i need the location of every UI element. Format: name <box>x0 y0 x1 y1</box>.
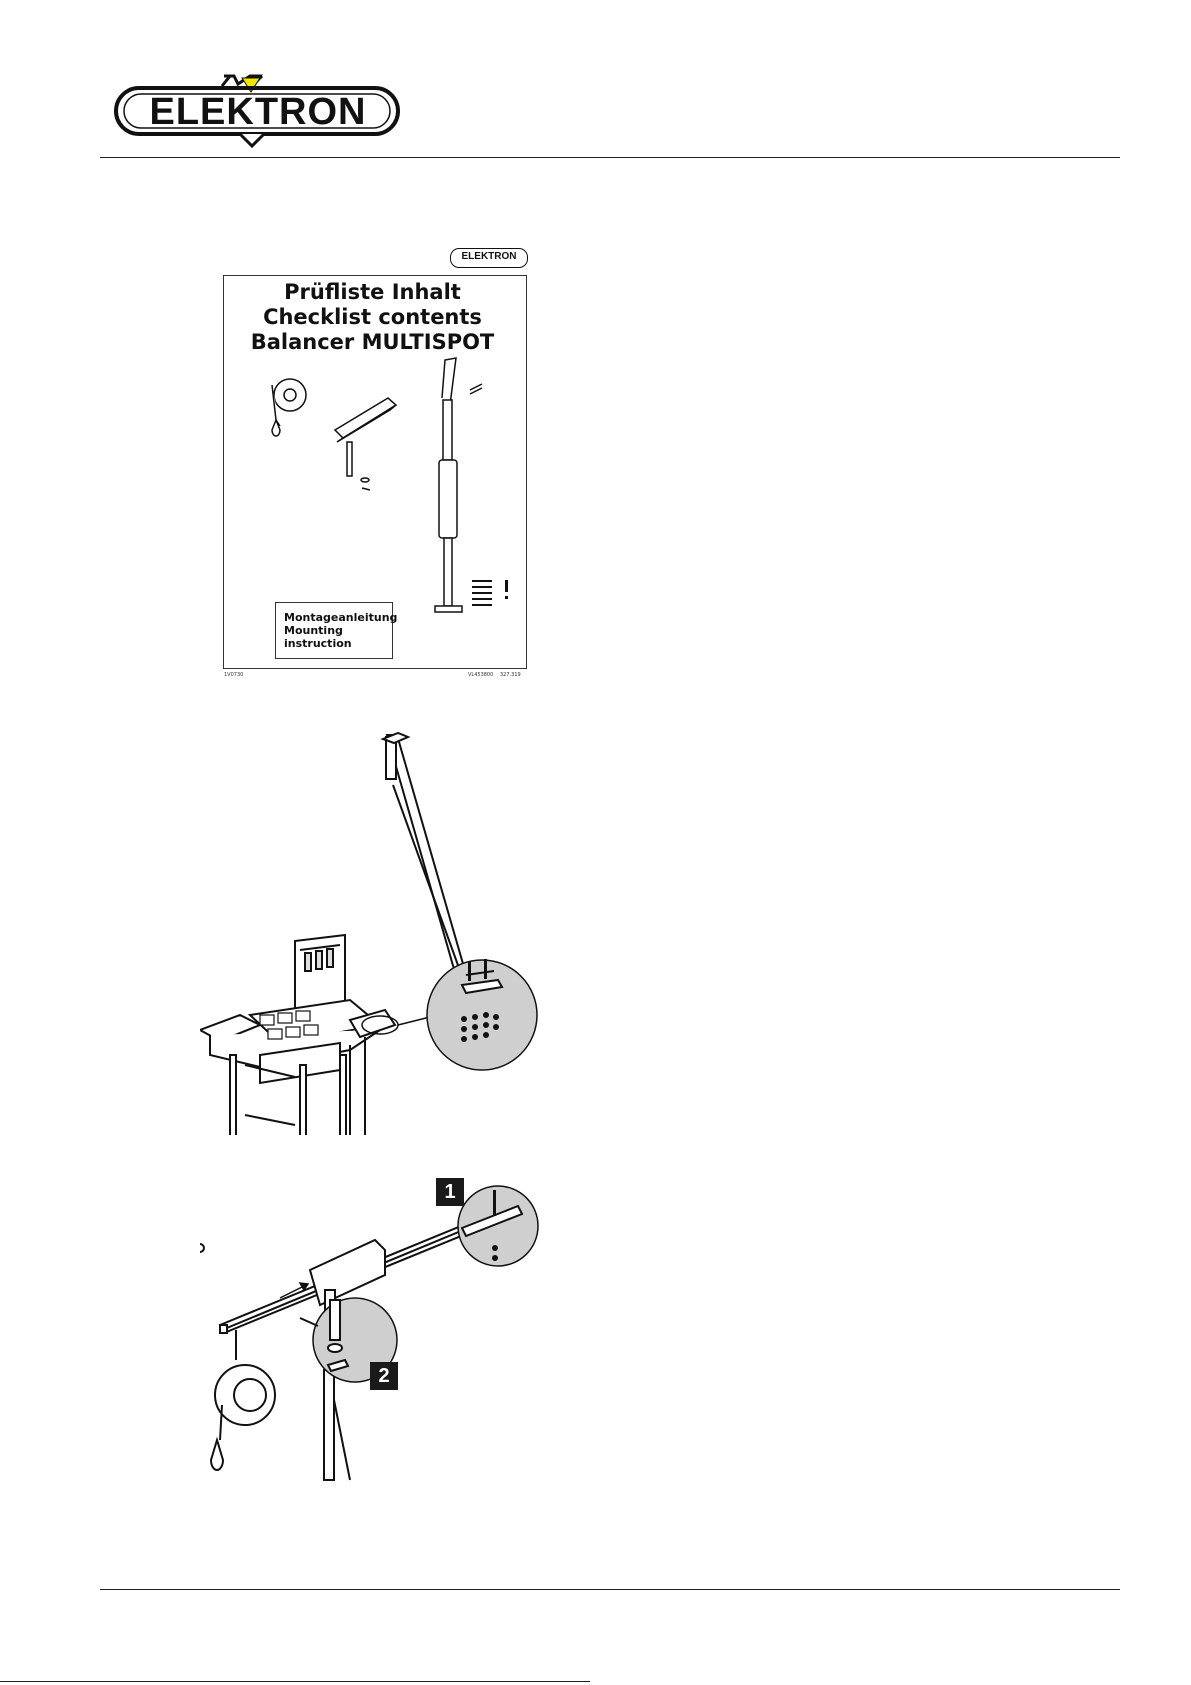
sheet-brand-logo: ELEKTRON <box>450 248 528 268</box>
step-2-badge: 2 <box>370 1362 398 1390</box>
logo-wordmark: ELEKTRON <box>149 91 367 133</box>
sheet-footer-right: 327.319 <box>500 672 521 678</box>
sheet-title-1: Prüfliste Inhalt <box>284 280 461 304</box>
detail-circle-base <box>427 960 537 1070</box>
column-mounting-figure <box>200 725 550 1135</box>
sheet-title-2: Checklist contents <box>263 305 482 329</box>
checklist-sheet <box>210 230 535 680</box>
hardware-icon <box>472 580 508 606</box>
montage-label-de: Montageanleitung <box>284 611 398 624</box>
sheet-title-3: Balancer MULTISPOT <box>250 330 495 354</box>
sheet-footer-mid: VL453800 <box>468 672 494 678</box>
footer-rule <box>100 1589 1120 1590</box>
page-bottom-rule <box>0 1681 590 1682</box>
balancer-reel <box>211 1330 275 1470</box>
arm-mounting-figure <box>200 1170 550 1490</box>
header-rule <box>100 157 1120 158</box>
column-icon <box>435 358 482 612</box>
mounting-instruction-box <box>275 602 398 659</box>
montage-label-en: Mounting instruction <box>284 624 352 650</box>
step-1-badge: 1 <box>436 1178 464 1206</box>
trolley-icon <box>335 398 396 490</box>
elektron-logo <box>112 70 402 148</box>
sheet-footer-left: 1V0730 <box>224 672 244 678</box>
balancer-reel-icon <box>272 379 306 436</box>
